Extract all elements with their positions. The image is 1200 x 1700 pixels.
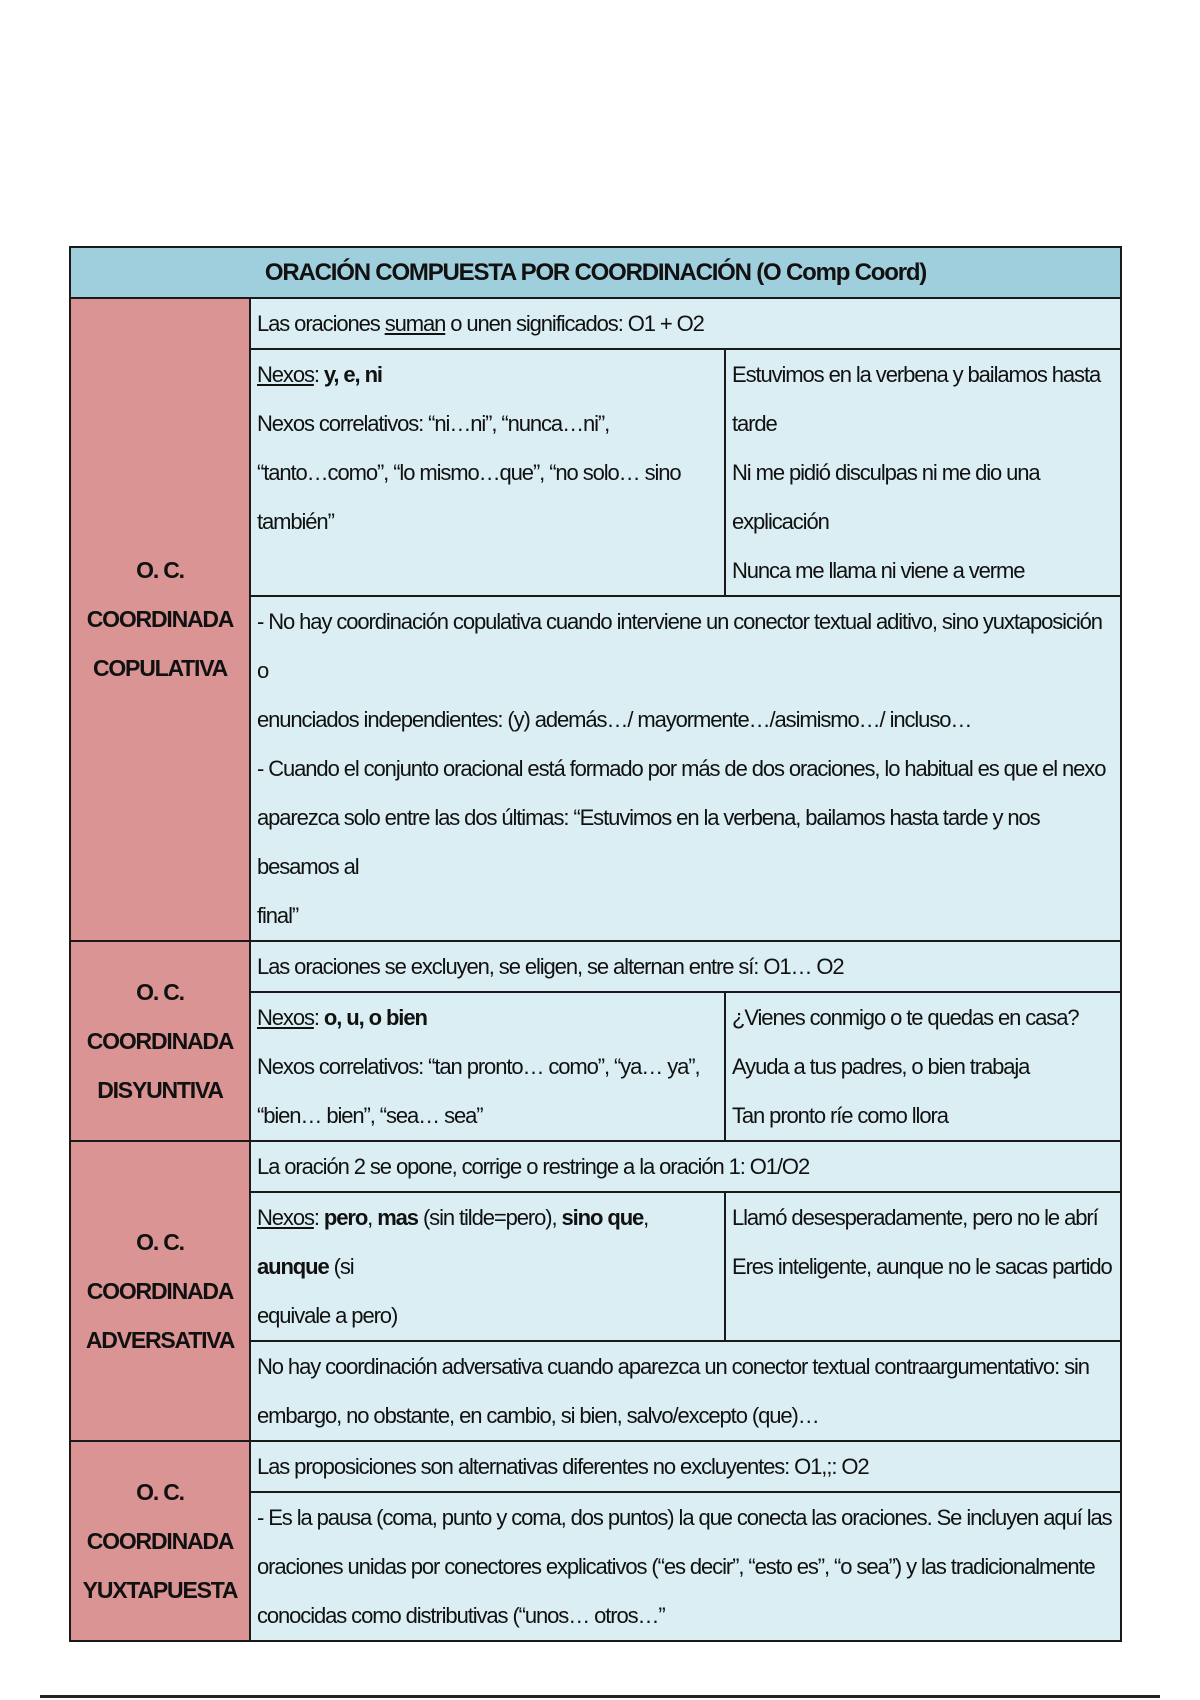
nexo-mas: mas (377, 1205, 418, 1230)
nexos-colon: : (313, 1005, 324, 1030)
nexos-label: Nexos (257, 1005, 314, 1030)
example-line: Tan pronto ríe como llora (732, 1103, 948, 1128)
example-line: Ayuda a tus padres, o bien trabaja (732, 1054, 1030, 1079)
category-name: COPULATIVA (92, 655, 228, 681)
example-line: Llamó desesperadamente, pero no le abrí (732, 1205, 1098, 1230)
note-line: No hay coordinación adversativa cuando aparezca un conector textual contraargumentativo: sin (257, 1354, 1089, 1379)
definition-yuxtapuesta: Las proposiciones son alternativas diferentes no excluyentes: O1,;: O2 (250, 1441, 1121, 1492)
nexo-note: (sin tilde=pero), (417, 1205, 562, 1230)
example-line: Nunca me llama ni viene a verme (732, 558, 1025, 583)
category-label: O. C. COORDINADA (86, 557, 234, 632)
table-title: ORACIÓN COMPUESTA POR COORDINACIÓN (O Comp Coord) (70, 247, 1121, 298)
notes-adversativa (250, 1341, 1121, 1441)
coordination-table (69, 246, 1122, 1642)
example-line: ¿Vienes conmigo o te quedas en casa? (732, 1005, 1079, 1030)
correlative-line: “tanto…como”, “lo mismo…que”, “no solo… sino (257, 460, 681, 485)
nexo-pero: pero (323, 1205, 368, 1230)
separator: , (643, 1205, 649, 1230)
note-line: conocidas como distributivas (“unos… otros…” (257, 1603, 665, 1628)
definition-disyuntiva: Las oraciones se excluyen, se eligen, se alternan entre sí: O1… O2 (250, 941, 1121, 992)
category-name: YUXTAPUESTA (82, 1576, 238, 1603)
example-line: Estuvimos en la verbena y bailamos hasta (732, 362, 1101, 387)
definition-copulativa (250, 298, 1121, 349)
category-label: O. C. COORDINADA (86, 1478, 234, 1554)
nexos-colon: : (313, 1205, 324, 1230)
category-copulativa (70, 298, 250, 941)
note-line: aparezca solo entre las dos últimas: “Estuvimos en la verbena, bailamos hasta tarde y nos besamos al (257, 805, 1040, 879)
category-name: ADVERSATIVA (85, 1326, 235, 1353)
definition-key-word: suman (384, 311, 446, 336)
category-yuxtapuesta (70, 1441, 250, 1641)
correlative-line: “bien… bien”, “sea… sea” (257, 1103, 483, 1128)
note-line: final” (257, 903, 299, 928)
definition-text: Las oraciones (257, 311, 385, 336)
nexos-disyuntiva (250, 992, 725, 1141)
example-line: Eres inteligente, aunque no le sacas partido (732, 1254, 1112, 1279)
notes-yuxtapuesta (250, 1492, 1121, 1641)
examples-copulativa (725, 349, 1121, 596)
page-bottom-rule (40, 1695, 1160, 1698)
category-label: O. C. COORDINADA (86, 978, 234, 1054)
nexos-colon: : (313, 362, 324, 387)
note-line: enunciados independientes: (y) además…/ mayormente…/asimismo…/ incluso… (257, 707, 972, 732)
note-line: embargo, no obstante, en cambio, si bien, salvo/excepto (que)… (257, 1403, 819, 1428)
category-label: O. C. COORDINADA (86, 1228, 234, 1304)
category-name: DISYUNTIVA (97, 1076, 223, 1103)
definition-adversativa: La oración 2 se opone, corrige o restringe a la oración 1: O1/O2 (250, 1141, 1121, 1192)
examples-adversativa (725, 1192, 1121, 1341)
example-line: tarde (732, 411, 777, 436)
example-line: explicación (732, 509, 829, 534)
note-line: - No hay coordinación copulativa cuando interviene un conector textual aditivo, sino yuxtaposición o (257, 609, 1102, 683)
nexos-continuation: equivale a pero) (257, 1303, 398, 1328)
nexos-adversativa (250, 1192, 725, 1341)
nexo-sino-que: sino que (561, 1205, 644, 1230)
note-line: - Cuando el conjunto oracional está formado por más de dos oraciones, lo habitual es que el nexo (257, 756, 1106, 781)
nexos-values: o, u, o bien (323, 1005, 427, 1030)
examples-disyuntiva (725, 992, 1121, 1141)
correlative-line: Nexos correlativos: “ni…ni”, “nunca…ni”, (257, 411, 610, 436)
separator: , (367, 1205, 378, 1230)
note-line: - Es la pausa (coma, punto y coma, dos puntos) la que conecta las oraciones. Se incluyen aquí las (257, 1505, 1112, 1530)
nexos-copulativa (250, 349, 725, 596)
correlative-line: también” (257, 509, 334, 534)
correlative-line: Nexos correlativos: “tan pronto… como”, “ya… ya”, (257, 1054, 700, 1079)
category-disyuntiva (70, 941, 250, 1141)
nexo-note: (si (328, 1254, 354, 1279)
nexos-label: Nexos (257, 362, 314, 387)
nexos-label: Nexos (257, 1205, 314, 1230)
nexo-aunque: aunque (257, 1254, 329, 1279)
note-line: oraciones unidas por conectores explicativos (“es decir”, “esto es”, “o sea”) y las tradicionalmente (257, 1554, 1095, 1579)
category-adversativa (70, 1141, 250, 1441)
notes-copulativa (250, 596, 1121, 941)
example-line: Ni me pidió disculpas ni me dio una (732, 460, 1040, 485)
definition-text: o unen significados: O1 + O2 (445, 311, 704, 336)
nexos-values: y, e, ni (323, 362, 382, 387)
